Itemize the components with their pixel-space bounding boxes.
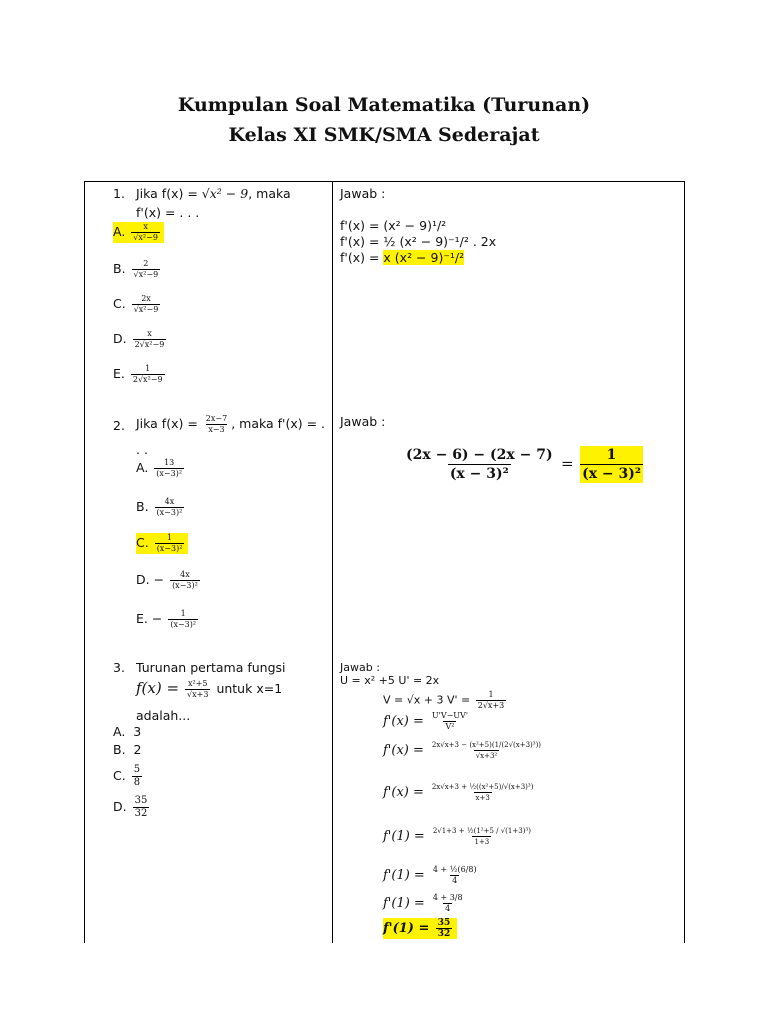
q2-option-c[interactable]: C. $\frac{1}{\text{(x−3)²}}$ [136,533,188,554]
q3-step4: f'(1) = $\frac{\text{2√1+3 + ½(1²+5 / √(1+3)³)}}{1+3}$ [383,827,531,846]
q1-option-d[interactable]: D. $\frac{x}{\text{2√x²−9}}$ [113,329,165,349]
q2-option-a[interactable]: A. $\frac{13}{\text{(x−3)²}}$ [136,458,183,478]
q1-stem: Jika f(x) = √x² − 9, maka [136,186,291,201]
q2-answer: $\frac{(2x - 6) - (2x - 7)}{\text{(x − 3)²}}$ = $\frac{1}{\text{(x − 3)²}}$ [406,447,642,482]
q2-option-d[interactable]: D. − $\frac{4x}{\text{(x−3)²}}$ [136,570,198,590]
q3-step6: f'(1) = $\frac{4 + 3/8}{4}$ [383,893,463,913]
doc-title: Kumpulan Soal Matematika (Turunan) [177,94,591,116]
q3-u-line: U = x² +5 U' = 2x [340,674,440,687]
q1-option-c[interactable]: C. $\frac{2x}{\text{√x²−9}}$ [113,294,159,314]
q3-stem: Turunan pertama fungsi [136,660,286,675]
q2-stem-cont: . . [136,442,148,457]
q3-step2: f'(x) = $\frac{\text{2x√x+3 − (x²+5)(1/(2√(x+3)³))}}{\text{√x+3²}}$ [383,741,542,760]
q1-answer-line1: f'(x) = (x² − 9)¹/² [340,218,447,233]
q1-stem-cont: f'(x) = . . . [136,205,200,220]
q3-option-d[interactable]: D. $\frac{35}{32}$ [113,795,148,819]
q1-number: 1. [113,186,125,201]
doc-subtitle: Kelas XI SMK/SMA Sederajat [228,124,540,146]
q2-number: 2. [113,418,125,433]
q3-option-b[interactable]: B. 2 [113,742,142,757]
q3-number: 3. [113,660,125,675]
q3-option-c[interactable]: C. $\frac{5}{8}$ [113,764,141,788]
q3-step3: f'(x) = $\frac{\text{2x√x+3 + ½((x²+5)/√(x+3)³)}}{x+3}$ [383,783,534,802]
q2-stem: Jika f(x) = $\frac{2x-7}{x-3}$ , maka f'(x) = . [136,414,326,434]
q3-function: f(x) = $\frac{\text{x²+5}}{√x+3}$ untuk x=1 [136,679,283,699]
table-divider [332,181,333,943]
q3-final-answer: f'(1) = $\frac{35}{32}$ [383,918,457,939]
q1-option-b[interactable]: B. $\frac{2}{\text{√x²−9}}$ [113,259,159,279]
q1-option-a[interactable]: A. $\frac{x}{\text{√x²−9}}$ [113,222,164,243]
q1-jawab-label: Jawab : [340,186,386,201]
q3-step5: f'(1) = $\frac{\text{4 + ½(6/8)}}{4}$ [383,865,477,885]
q2-option-e[interactable]: E. − $\frac{1}{\text{(x−3)²}}$ [136,609,197,629]
q3-option-a[interactable]: A. 3 [113,724,142,739]
q3-v-line: V = √x + 3 V' = $\frac{1}{2√x+3}$ [383,690,505,710]
q1-answer-line3: f'(x) = x (x² − 9)⁻¹/² [340,250,465,265]
q3-stem-cont: adalah... [136,708,191,723]
q1-answer-line2: f'(x) = ½ (x² − 9)⁻¹/² . 2x [340,234,497,249]
q1-option-e[interactable]: E. $\frac{1}{\text{2√x²−9}}$ [113,364,163,384]
q3-step1: f'(x) = $\frac{U'V-UV'}{\text{V²}}$ [383,711,469,731]
q2-option-b[interactable]: B. $\frac{4x}{\text{(x−3)²}}$ [136,497,183,517]
q3-jawab-label: Jawab : [340,661,380,674]
q2-jawab-label: Jawab : [340,414,386,429]
